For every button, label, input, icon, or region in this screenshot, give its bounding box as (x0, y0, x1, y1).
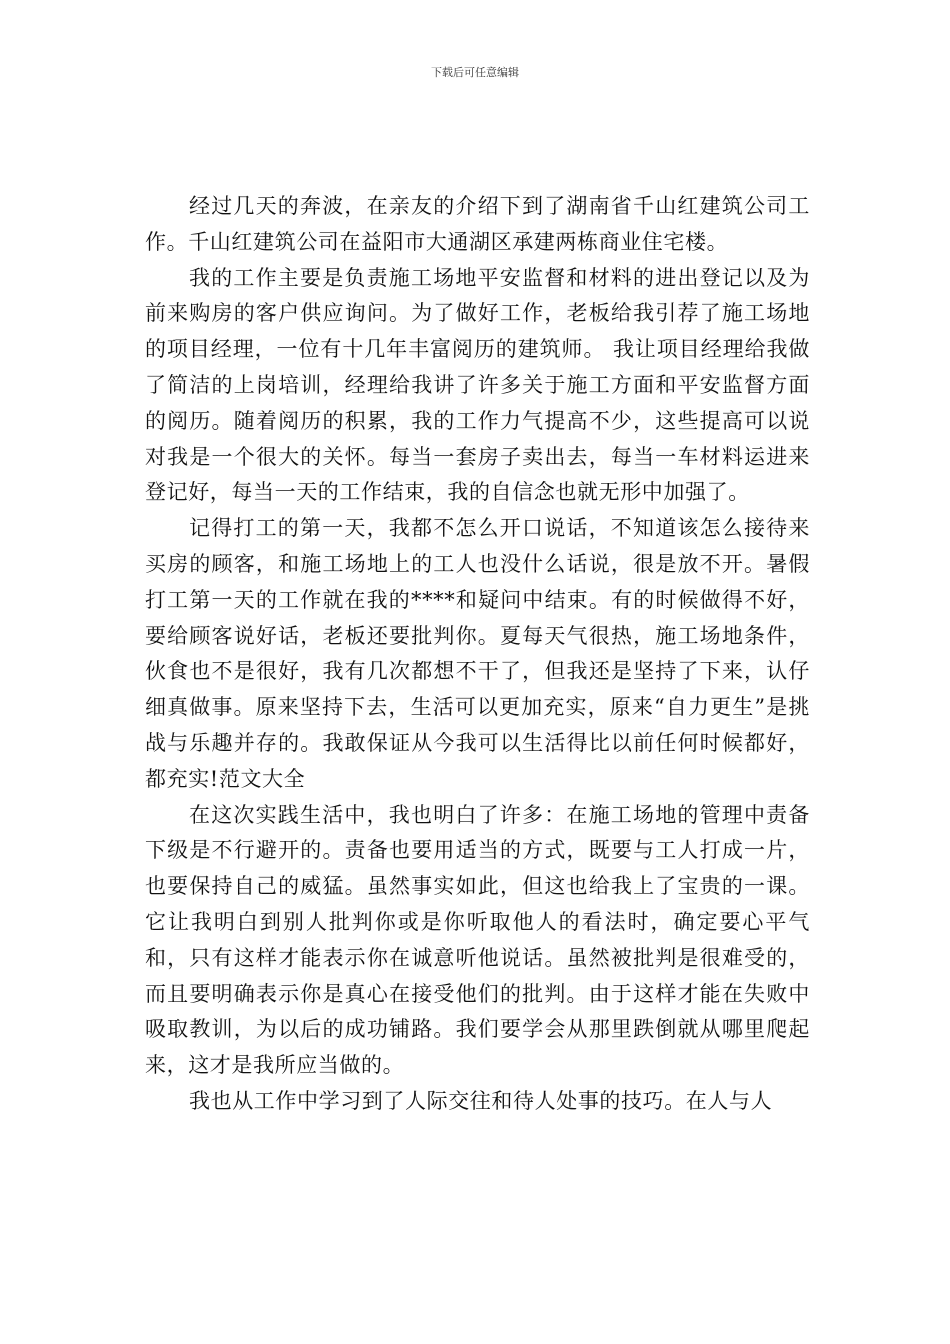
page-header-note: 下载后可任意编辑 (431, 66, 519, 79)
paragraph-2: 我的工作主要是负责施工场地平安监督和材料的进出登记以及为前来购房的客户供应询问。为了做好工作，老板给我引荐了施工场地的项目经理，一位有十几年丰富阅历的建筑师。 我让项目经理给我做了简洁的上岗培训，经理给我讲了许多关于施工方面和平安监督方面的阅历。随着阅历的积累，我的工作力气提高不少，这些提高可以说对我是一个很大的关怀。每当一套房子卖出去，每当一车材料运进来登记好，每当一天的工作结束，我的自信念也就无形中加强了。 (145, 265, 810, 505)
paragraph-1: 经过几天的奔波，在亲友的介绍下到了湖南省千山红建筑公司工作。千山红建筑公司在益阳市大通湖区承建两栋商业住宅楼。 (145, 194, 810, 254)
paragraph-5: 我也从工作中学习到了人际交往和待人处事的技巧。在人与人 (189, 1088, 773, 1113)
paragraph-3: 记得打工的第一天，我都不怎么开口说话，不知道该怎么接待来买房的顾客，和施工场地上的工人也没什么话说，很是放不开。暑假打工第一天的工作就在我的****和疑问中结束。有的时候做得不好，要给顾客说好话，老板还要批判你。夏每天气很热，施工场地条件，伙食也不是很好，我有几次都想不干了，但我还是坚持了下来，认仔细真做事。原来坚持下去，生活可以更加充实，原来“自力更生”是挑战与乐趣并存的。我敢保证从今我可以生活得比以前任何时候都好，都充实!范文大全 (145, 516, 810, 791)
document-body (145, 189, 810, 1120)
paragraph-4: 在这次实践生活中，我也明白了许多：在施工场地的管理中责备下级是不行避开的。责备也要用适当的方式，既要与工人打成一片，也要保持自己的威猛。虽然事实如此，但这也给我上了宝贵的一课。它让我明白到别人批判你或是你听取他人的看法时，确定要心平气和，只有这样才能表示你在诚意听他说话。虽然被批判是很难受的，而且要明确表示你是真心在接受他们的批判。由于这样才能在失败中吸取教训，为以后的成功铺路。我们要学会从那里跌倒就从哪里爬起来，这才是我所应当做的。 (145, 802, 810, 1078)
